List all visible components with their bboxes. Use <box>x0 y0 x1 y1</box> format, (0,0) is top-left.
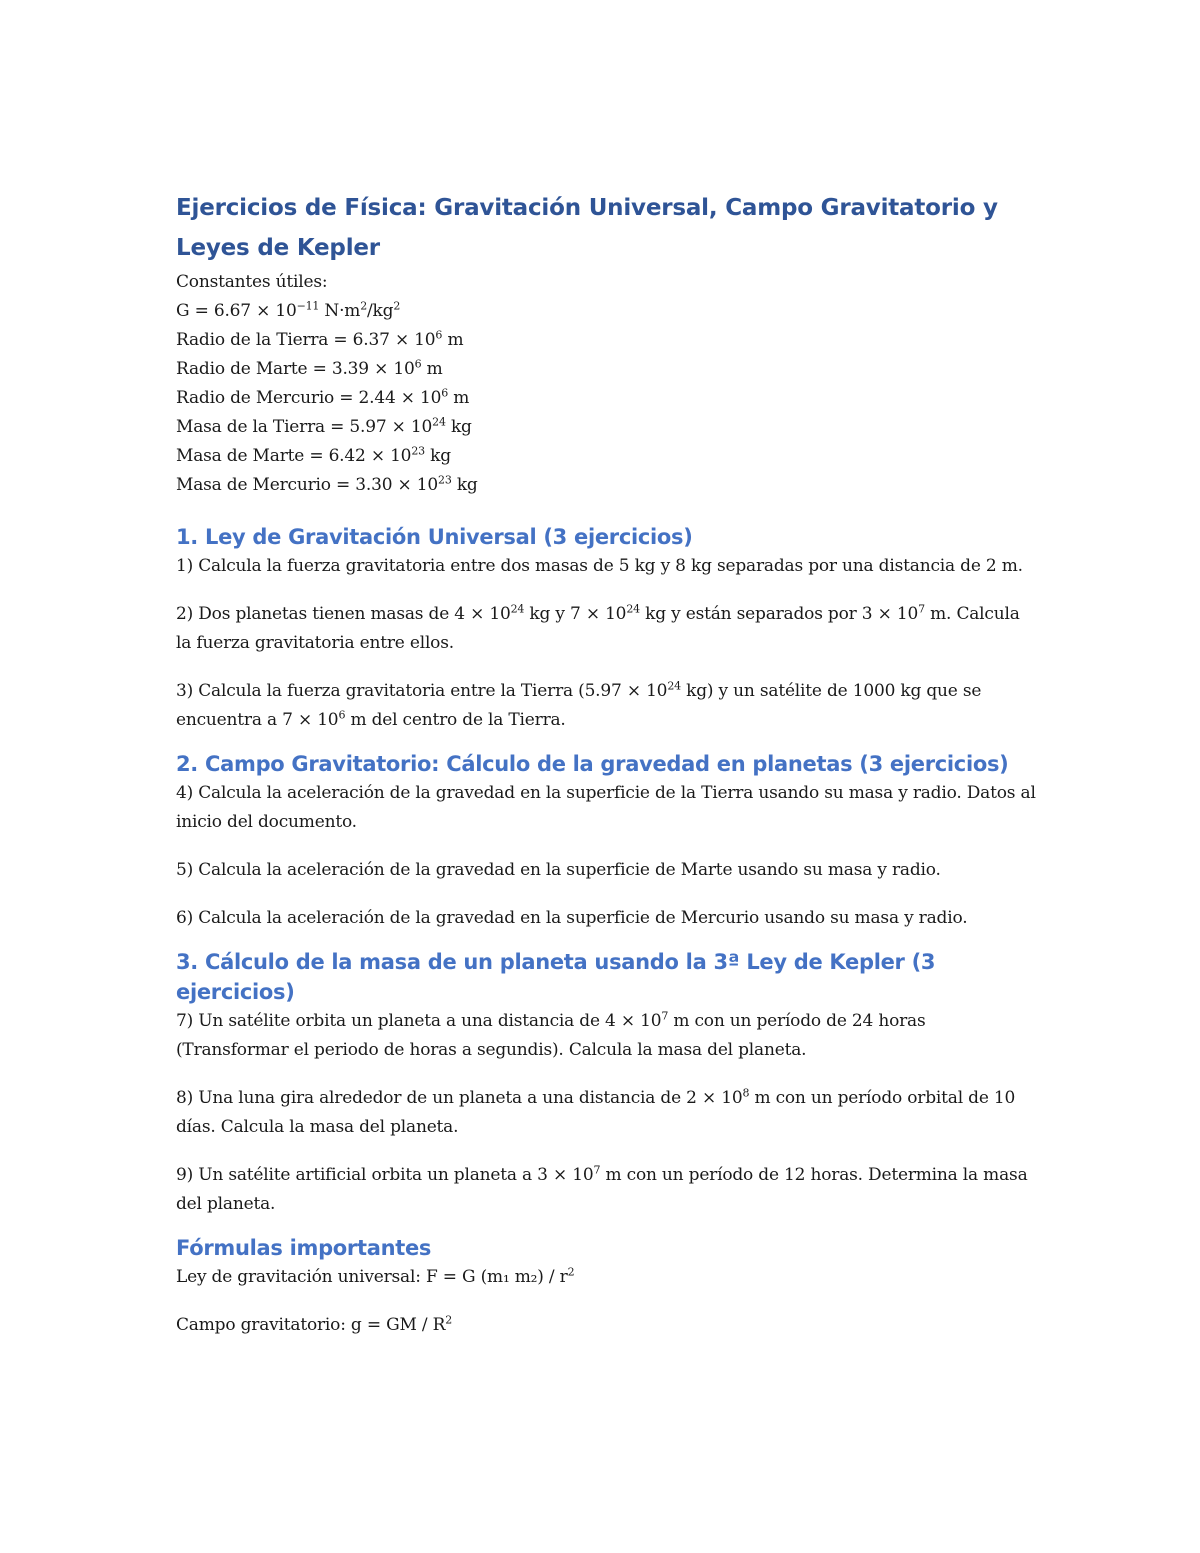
constants-heading: Constantes útiles: <box>176 272 328 292</box>
spacer <box>176 885 1036 904</box>
exponent: 2 <box>393 299 401 313</box>
spacer <box>176 658 1036 677</box>
exponent: 2 <box>445 1313 453 1327</box>
exercise-item: 5) Calcula la aceleración de la gravedad en la superficie de Marte usando su masa y radio. <box>176 860 941 880</box>
exponent: 6 <box>338 708 346 722</box>
exponent: 2 <box>360 299 368 313</box>
constants-list <box>176 297 1036 500</box>
exponent: 24 <box>510 602 525 616</box>
exercise-item: 8) Una luna gira alrededor de un planeta a una distancia de $2 \times 10^8$ m con un período orbital de 10 días. Calcula la masa del planeta. <box>176 1086 1016 1137</box>
formulas-section <box>176 1219 1036 1340</box>
constant-line: Masa de Mercurio = $3.30 \times 10^{23}$ kg <box>176 473 478 495</box>
constant-line: Radio de la Tierra = $6.37 \times 10^6$ m <box>176 328 464 350</box>
section-heading: 1. Ley de Gravitación Universal (3 ejercicios) <box>176 525 693 549</box>
constant-line: $G = 6.67 \times 10^{-11}$ $N\cdot m^2/kg^2$ <box>176 299 401 321</box>
spacer <box>176 837 1036 856</box>
constant-line: Masa de Marte = $6.42 \times 10^{23}$ kg <box>176 444 451 466</box>
exponent: 2 <box>567 1265 575 1279</box>
exponent: 7 <box>661 1009 669 1023</box>
formula-item: Ley de gravitación universal: F = G (m₁ $m_2) / r^2$ <box>176 1265 575 1287</box>
constant-line: Radio de Mercurio = $2.44 \times 10^6$ m <box>176 386 470 408</box>
formulas-heading: Fórmulas importantes <box>176 1236 432 1260</box>
constant-line: Masa de la Tierra = $5.97 \times 10^{24}$ kg <box>176 415 472 437</box>
section-heading: 3. Cálculo de la masa de un planeta usando la 3ª Ley de Kepler (3 ejercicios) <box>176 950 936 1004</box>
spacer <box>176 933 1036 947</box>
formulas-list <box>176 1263 1036 1340</box>
exercise-item: 6) Calcula la aceleración de la gravedad en la superficie de Mercurio usando su masa y radio. <box>176 908 968 928</box>
spacer <box>176 1065 1036 1084</box>
spacer <box>176 500 1036 522</box>
spacer <box>176 735 1036 749</box>
exponent: 8 <box>742 1086 750 1100</box>
exercise-item: 9) Un satélite artificial orbita un planeta a $3 \times 10^7$ m con un período de 12 horas. Determina la masa del planeta. <box>176 1163 1028 1214</box>
exponent: 6 <box>414 357 422 371</box>
exponent: 23 <box>411 444 425 458</box>
exercise-section <box>176 500 1036 735</box>
constant-line: Radio de Marte = $3.39 \times 10^6$ m <box>176 357 443 379</box>
exponent: 6 <box>435 328 443 342</box>
exercise-item: 3) Calcula la fuerza gravitatoria entre la Tierra ($5.97 \times 10^{24}$ kg) y un satélite de 1000 kg que se encuentra a $7 \times 10^6$ m del centro de la Tierra. <box>176 679 982 730</box>
exercise-sections <box>176 500 1036 1219</box>
exponent: 24 <box>667 679 681 693</box>
spacer <box>176 1292 1036 1311</box>
exponent: 7 <box>593 1163 601 1177</box>
formula-item: Campo gravitatorio: g = GM / $R^2$ <box>176 1313 453 1335</box>
section-heading: 2. Campo Gravitatorio: Cálculo de la gravedad en planetas (3 ejercicios) <box>176 752 1009 776</box>
exponent: −11 <box>296 299 320 313</box>
exercise-item: 7) Un satélite orbita un planeta a una distancia de $4 \times 10^7$ m con un período de 24 horas (Transformar el periodo de horas a segundis). Calcula la masa del planeta. <box>176 1009 926 1060</box>
exponent: 24 <box>626 602 640 616</box>
exercise-item: 4) Calcula la aceleración de la gravedad en la superficie de la Tierra usando su masa y radio. Datos al inicio del documento. <box>176 783 1036 832</box>
exponent: 7 <box>918 602 925 616</box>
spacer <box>176 1142 1036 1161</box>
document-title: Ejercicios de Física: Gravitación Universal, Campo Gravitatorio y Leyes de Kepler <box>176 195 998 261</box>
spacer <box>176 581 1036 600</box>
exercise-item: 1) Calcula la fuerza gravitatoria entre dos masas de 5 kg y 8 kg separadas por una distancia de 2 m. <box>176 556 1023 576</box>
exercise-section <box>176 933 1036 1219</box>
constants-block <box>176 268 1036 500</box>
exponent: 23 <box>438 473 452 487</box>
document-page <box>176 188 1036 1340</box>
exponent: 24 <box>432 415 446 429</box>
exercise-item: 2) Dos planetas tienen masas de $4 \times 10^{24}$ kg y $7 \times 10^{24}$ kg y están separados por $3 \times 10^7$ m. Calcula la fuerza gravitatoria entre ellos. <box>176 602 1020 653</box>
exercise-section <box>176 735 1036 933</box>
exponent: 6 <box>441 386 449 400</box>
